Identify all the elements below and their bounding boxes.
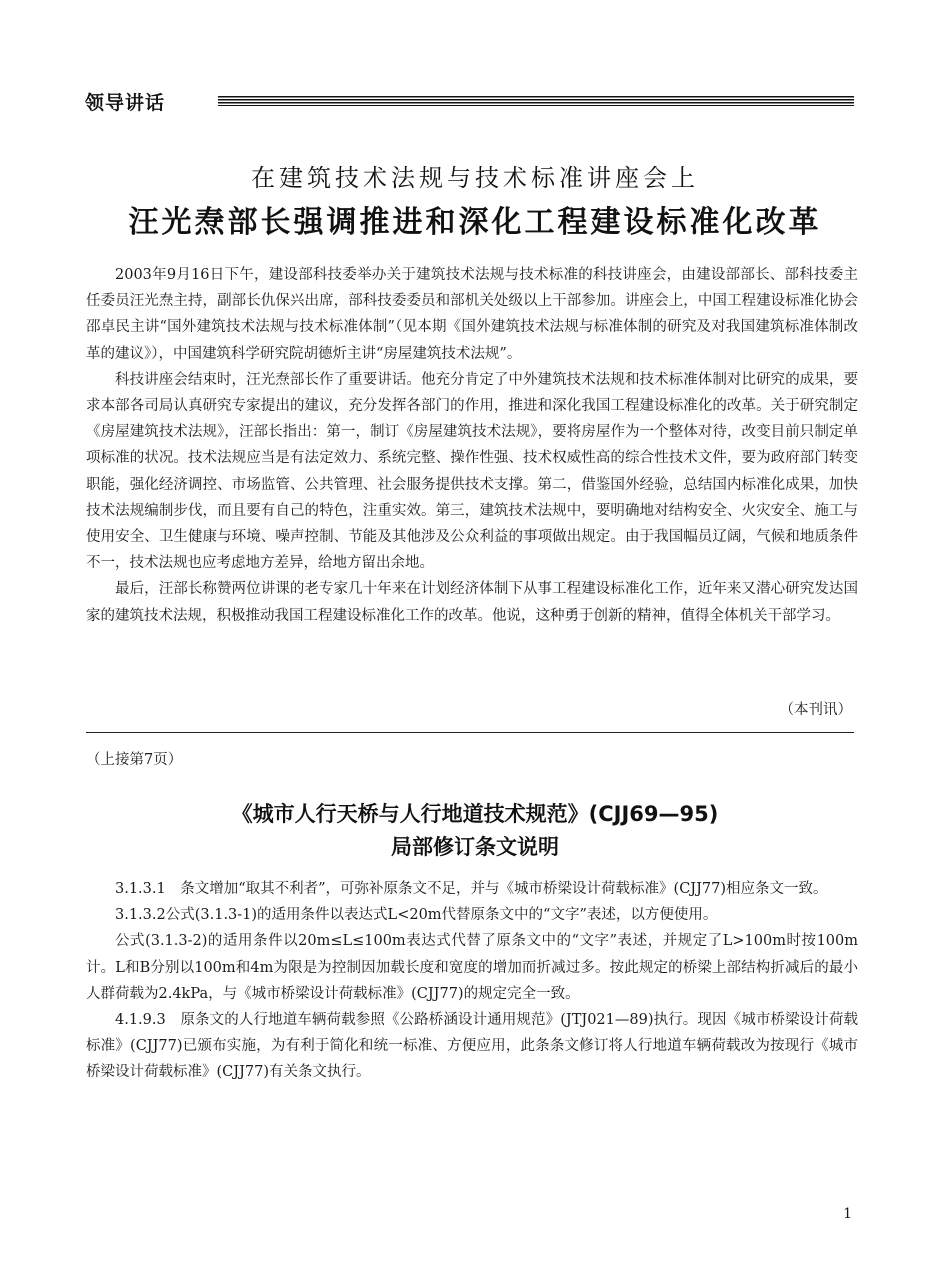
- article-paragraph: 科技讲座会结束时，汪光焘部长作了重要讲话。他充分肯定了中外建筑技术法规和技术标准体制对比研究的成果，要求本部各司局认真研究专家提出的建议，充分发挥各部门的作用，推进和深化我国工程建设标准化的改革。关于研究制定《房屋建筑技术法规》，汪部长指出：第一，制订《房屋建筑技术法规》，要将房屋作为一个整体对待，改变目前只制定单项标准的状况。技术法规应当是有法定效力、系统完整、操作性强、技术权威性高的综合性技术文件，要为政府部门转变职能，强化经济调控、市场监管、公共管理、社会服务提供技术支撑。第二，借鉴国外经验，总结国内标准化成果，加快技术法规编制步伐，而且要有自己的特色，注重实效。第三，建筑技术法规中，要明确地对结构安全、火灾安全、施工与使用安全、卫生健康与环境、噪声控制、节能及其他涉及公众利益的事项做出规定。由于我国幅员辽阔，气候和地质条件不一，技术法规也应考虑地方差异，给地方留出余地。: [86, 371, 858, 572]
- column-label: 领导讲话: [85, 92, 166, 114]
- revision-paragraph: 公式(3.1.3-2)的适用条件以20m≤L≤100m表达式代替了原条文中的“文字”表述，并规定了L>100m时按100m计。L和B分别以100m和4m为限是为控制因加载长度和宽度的增加而折减过多。按此规定的桥梁上部结构折减后的最小人群荷载为2.4kPa，与《城市桥梁设计荷载标准》(CJJ77)的规定完全一致。: [86, 933, 858, 1002]
- revision-paragraph: 3.1.3.1 条文增加“取其不利者”，可弥补原条文不足，并与《城市桥梁设计荷载标准》(CJJ77)相应条文一致。: [115, 881, 828, 897]
- section-divider: [86, 732, 854, 733]
- revision-subtitle: 局部修订条文说明: [391, 835, 559, 859]
- article-body: [86, 262, 858, 629]
- article-signoff: （本刊讯）: [779, 702, 852, 718]
- revision-title: 《城市人行天桥与人行地道技术规范》(CJJ69—95): [231, 802, 719, 826]
- revision-paragraph: 4.1.9.3 原条文的人行地道车辆荷载参照《公路桥涵设计通用规范》(JTJ021—89)执行。现因《城市桥梁设计荷载标准》(CJJ77)已颁布实施，为有利于简化和统一标准、方便应用，此条条文修订将人行地道车辆荷载改为按现行《城市桥梁设计荷载标准》(CJJ77)有关条文执行。: [86, 1012, 858, 1081]
- article-paragraph: 2003年9月16日下午，建设部科技委举办关于建筑技术法规与技术标准的科技讲座会，由建设部部长、部科技委主任委员汪光焘主持，副部长仇保兴出席，部科技委委员和部机关处级以上干部参加。讲座会上，中国工程建设标准化协会邵卓民主讲“国外建筑技术法规与技术标准体制”（见本期《国外建筑技术法规与标准体制的研究及对我国建筑标准体制改革的建议》），中国建筑科学研究院胡德炘主讲“房屋建筑技术法规”。: [86, 267, 858, 362]
- revision-body: [86, 876, 858, 1086]
- continued-from-note: （上接第7页）: [86, 752, 183, 768]
- page-number: 1: [843, 1206, 852, 1222]
- column-header-rule: [218, 96, 854, 106]
- revision-paragraph: 3.1.3.2公式(3.1.3-1)的适用条件以表达式L<20m代替原条文中的“文字”表述，以方便使用。: [115, 907, 718, 924]
- article-subtitle: 在建筑技术法规与技术标准讲座会上: [251, 164, 699, 192]
- article-title: 汪光焘部长强调推进和深化工程建设标准化改革: [128, 205, 822, 240]
- article-paragraph: 最后，汪部长称赞两位讲课的老专家几十年来在计划经济体制下从事工程建设标准化工作，近年来又潜心研究发达国家的建筑技术法规，积极推动我国工程建设标准化工作的改革。他说，这种勇于创新的精神，值得全体机关干部学习。: [86, 581, 858, 624]
